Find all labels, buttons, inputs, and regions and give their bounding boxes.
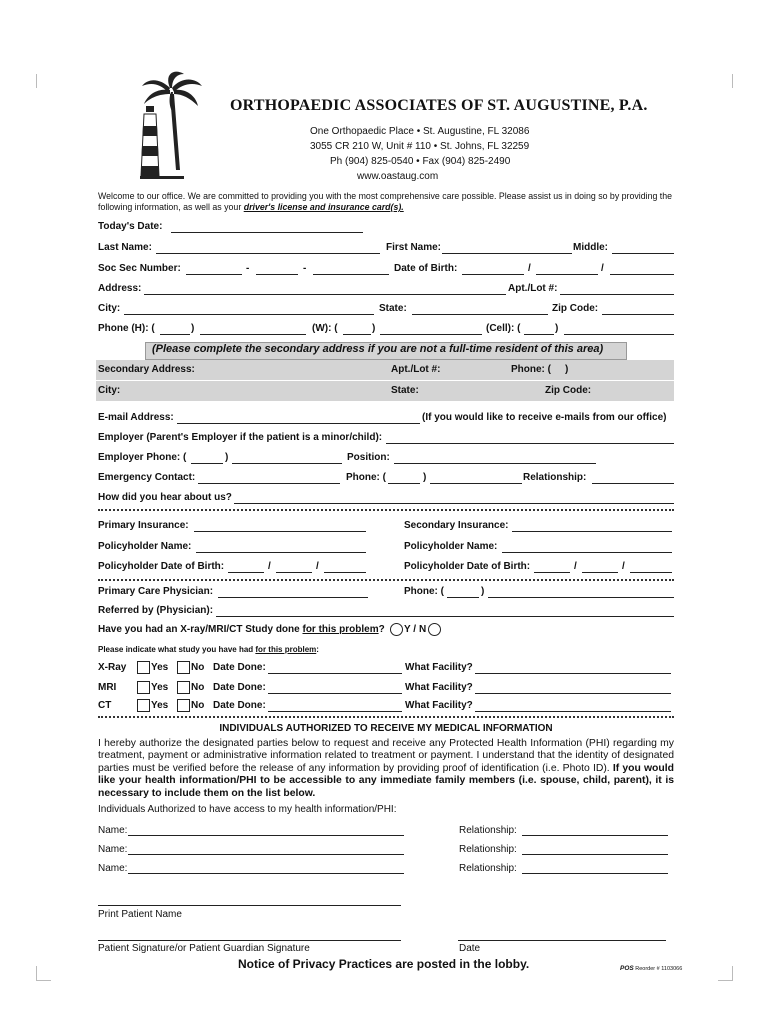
study-no-label: No bbox=[191, 662, 205, 673]
last-name-field[interactable] bbox=[156, 253, 380, 254]
study-date-field[interactable] bbox=[268, 693, 402, 694]
study-yes-checkbox[interactable] bbox=[137, 699, 150, 712]
secondary-phone-close: ) bbox=[565, 364, 569, 375]
study-yes-label: Yes bbox=[151, 682, 169, 693]
study-facility-label: What Facility? bbox=[405, 700, 473, 711]
intro-text bbox=[98, 191, 676, 213]
policyholder-dob-2-slash-1: / bbox=[574, 561, 577, 572]
no-radio-label: N bbox=[419, 624, 427, 635]
dob-label: Date of Birth: bbox=[394, 263, 458, 274]
hear-field[interactable] bbox=[234, 503, 674, 504]
dob-month-field[interactable] bbox=[462, 274, 524, 275]
secondary-note: (Please complete the secondary address if you are not a full-time resident of this area) bbox=[152, 343, 604, 355]
study-facility-label: What Facility? bbox=[405, 662, 473, 673]
authorization-text: I hereby authorize the designated parties below to request and receive any Protected Health Information (PHI) regarding my treatment, payment or administrative information related to treatment or payment. I understand that the identity of designated parties must be verified before the release of any information by providing proof of identification (i.e. Photo ID). bbox=[98, 738, 674, 774]
dob-slash-2: / bbox=[601, 263, 604, 274]
relationship-field[interactable] bbox=[592, 483, 674, 484]
study-no-label: No bbox=[191, 682, 205, 693]
section-divider-3 bbox=[98, 716, 674, 718]
hear-label: How did you hear about us? bbox=[98, 492, 232, 503]
policyholder-dob-year[interactable] bbox=[324, 572, 366, 573]
crop-mark-bottom-left bbox=[36, 966, 51, 981]
study-date-label: Date Done: bbox=[213, 682, 266, 693]
zip-label: Zip Code: bbox=[552, 303, 599, 314]
intro-body: Welcome to our office. We are committed to providing you with the most comprehensive care possible. Please assist us in doing so by providing the following information, as well as your bbox=[98, 191, 673, 212]
policyholder-dob-month[interactable] bbox=[228, 572, 264, 573]
section-divider-2 bbox=[98, 579, 674, 581]
study-no-checkbox[interactable] bbox=[177, 661, 190, 674]
policyholder-name-label: Policyholder Name: bbox=[98, 541, 192, 552]
authorized-name-field-3[interactable] bbox=[128, 873, 404, 874]
dob-year-field[interactable] bbox=[610, 274, 674, 275]
secondary-insurance-field[interactable] bbox=[512, 531, 672, 532]
secondary-apt-label: Apt./Lot #: bbox=[391, 364, 441, 375]
phone-w-label: (W): ( bbox=[312, 323, 338, 334]
policyholder-dob-slash-1: / bbox=[268, 561, 271, 572]
signature-field[interactable] bbox=[98, 940, 401, 941]
dob-day-field[interactable] bbox=[536, 274, 598, 275]
study-yes-checkbox[interactable] bbox=[137, 681, 150, 694]
pcp-phone-label: Phone: ( bbox=[404, 586, 444, 597]
study-no-checkbox[interactable] bbox=[177, 699, 190, 712]
reorder-number bbox=[620, 965, 682, 972]
indicate-underlined: for this problem bbox=[255, 645, 317, 654]
state-field[interactable] bbox=[412, 314, 548, 315]
ssn-field-1[interactable] bbox=[186, 274, 242, 275]
section-divider-1 bbox=[98, 509, 674, 511]
phone-w-number-field[interactable] bbox=[380, 334, 482, 335]
authorized-name-label-3: Name: bbox=[98, 863, 128, 874]
middle-field[interactable] bbox=[612, 253, 674, 254]
last-name-label: Last Name: bbox=[98, 242, 152, 253]
authorized-relationship-field-1[interactable] bbox=[522, 835, 668, 836]
policyholder-dob-2-month[interactable] bbox=[534, 572, 570, 573]
authorization-bold-text: If you would like your health information/PHI to be accessible to any immediate family members (i.e. spouse, child, parent), it is necessary to include them on the list below. bbox=[98, 762, 674, 799]
date-label: Date bbox=[459, 943, 481, 954]
address-label: Address: bbox=[98, 283, 142, 294]
xray-question bbox=[98, 624, 385, 635]
ssn-field-3[interactable] bbox=[313, 274, 389, 275]
study-yes-label: Yes bbox=[151, 700, 169, 711]
phone-cell-close-paren: ) bbox=[555, 323, 559, 334]
policyholder-dob-2-slash-2: / bbox=[622, 561, 625, 572]
study-facility-field[interactable] bbox=[475, 693, 671, 694]
policyholder-name-2-field[interactable] bbox=[502, 552, 672, 553]
study-date-field[interactable] bbox=[268, 711, 402, 712]
position-label: Position: bbox=[347, 452, 390, 463]
authorized-name-field-2[interactable] bbox=[128, 854, 404, 855]
address-line-2: 3055 CR 210 W, Unit # 110 • St. Johns, FL 32259 bbox=[310, 141, 530, 152]
ssn-field-2[interactable] bbox=[256, 274, 298, 275]
state-label: State: bbox=[379, 303, 407, 314]
employer-label: Employer (Parent's Employer if the patient is a minor/child): bbox=[98, 432, 383, 443]
secondary-state-label: State: bbox=[391, 385, 419, 396]
phone-h-close-paren: ) bbox=[191, 323, 195, 334]
study-date-field[interactable] bbox=[268, 673, 402, 674]
signature-label: Patient Signature/or Patient Guardian Signature bbox=[98, 943, 310, 954]
authorized-relationship-label-2: Relationship: bbox=[459, 844, 517, 855]
referred-field[interactable] bbox=[216, 616, 674, 617]
policyholder-name-2-label: Policyholder Name: bbox=[404, 541, 498, 552]
privacy-notice: Notice of Privacy Practices are posted in the lobby. bbox=[238, 957, 530, 971]
secondary-insurance-label: Secondary Insurance: bbox=[404, 520, 509, 531]
secondary-phone-label: Phone: ( bbox=[511, 364, 551, 375]
emergency-label: Emergency Contact: bbox=[98, 472, 196, 483]
phone-cell-number-field[interactable] bbox=[564, 334, 674, 335]
address-line-1: One Orthopaedic Place • St. Augustine, FL 32086 bbox=[310, 126, 530, 137]
phone-w-close-paren: ) bbox=[372, 323, 376, 334]
study-date-label: Date Done: bbox=[213, 662, 266, 673]
xray-question-text: Have you had an X-ray/MRI/CT Study done bbox=[98, 624, 303, 635]
employer-phone-label: Employer Phone: ( bbox=[98, 452, 187, 463]
emergency-phone-number-field[interactable] bbox=[430, 483, 522, 484]
intro-emphasis: driver's license and insurance card(s). bbox=[243, 202, 404, 212]
policyholder-dob-2-year[interactable] bbox=[630, 572, 672, 573]
phone-cell-area-field[interactable] bbox=[524, 334, 554, 335]
study-name: X-Ray bbox=[98, 662, 127, 673]
palm-lighthouse-logo bbox=[140, 70, 204, 186]
study-facility-field[interactable] bbox=[475, 711, 671, 712]
phone-cell-label: (Cell): ( bbox=[486, 323, 521, 334]
study-facility-field[interactable] bbox=[475, 673, 671, 674]
study-name: MRI bbox=[98, 682, 117, 693]
policyholder-dob-day[interactable] bbox=[276, 572, 312, 573]
employer-phone-area-field[interactable] bbox=[191, 463, 223, 464]
first-name-label: First Name: bbox=[386, 242, 442, 253]
emergency-phone-area-field[interactable] bbox=[388, 483, 420, 484]
email-note: (If you would like to receive e-mails from our office) bbox=[422, 412, 667, 423]
policyholder-dob-2-day[interactable] bbox=[582, 572, 618, 573]
emergency-phone-label: Phone: ( bbox=[346, 472, 386, 483]
address-field[interactable] bbox=[144, 294, 506, 295]
study-date-label: Date Done: bbox=[213, 700, 266, 711]
authorized-relationship-field-2[interactable] bbox=[522, 854, 668, 855]
employer-phone-close: ) bbox=[225, 452, 229, 463]
todays-date-field[interactable] bbox=[171, 232, 363, 233]
authorized-relationship-label-1: Relationship: bbox=[459, 825, 517, 836]
study-no-checkbox[interactable] bbox=[177, 681, 190, 694]
employer-field[interactable] bbox=[386, 443, 674, 444]
authorized-relationship-field-3[interactable] bbox=[522, 873, 668, 874]
phone-h-number-field[interactable] bbox=[200, 334, 306, 335]
crop-mark-top-left bbox=[36, 74, 51, 88]
phone-w-area-field[interactable] bbox=[343, 334, 371, 335]
pcp-phone-area-field[interactable] bbox=[447, 597, 479, 598]
pcp-field[interactable] bbox=[218, 597, 368, 598]
crop-mark-bottom-right bbox=[718, 966, 733, 981]
secondary-zip-label: Zip Code: bbox=[545, 385, 592, 396]
zip-field[interactable] bbox=[602, 314, 674, 315]
ssn-dash-1: - bbox=[246, 263, 250, 274]
phone-h-label: Phone (H): ( bbox=[98, 323, 155, 334]
study-yes-label: Yes bbox=[151, 662, 169, 673]
email-field[interactable] bbox=[177, 423, 420, 424]
authorization-heading: INDIVIDUALS AUTHORIZED TO RECEIVE MY MEDICAL INFORMATION bbox=[219, 723, 553, 734]
primary-insurance-label: Primary Insurance: bbox=[98, 520, 189, 531]
policyholder-dob-2-label: Policyholder Date of Birth: bbox=[404, 561, 531, 572]
apt-lot-field[interactable] bbox=[560, 294, 674, 295]
authorized-name-label-2: Name: bbox=[98, 844, 128, 855]
website: www.oastaug.com bbox=[357, 171, 439, 182]
authorization-paragraph bbox=[98, 738, 674, 800]
study-yes-checkbox[interactable] bbox=[137, 661, 150, 674]
xray-question-end: ? bbox=[378, 624, 385, 635]
indicate-instruction bbox=[98, 645, 319, 654]
authorized-name-label-1: Name: bbox=[98, 825, 128, 836]
city-field[interactable] bbox=[124, 314, 374, 315]
print-name-label: Print Patient Name bbox=[98, 909, 182, 920]
dob-slash-1: / bbox=[528, 263, 531, 274]
crop-mark-top-right bbox=[732, 74, 747, 88]
email-label: E-mail Address: bbox=[98, 412, 174, 423]
secondary-address-label: Secondary Address: bbox=[98, 364, 195, 375]
authorized-individuals-intro: Individuals Authorized to have access to my health information/PHI: bbox=[98, 804, 397, 815]
ssn-label: Soc Sec Number: bbox=[98, 263, 181, 274]
pcp-phone-number-field[interactable] bbox=[488, 597, 674, 598]
policyholder-dob-label: Policyholder Date of Birth: bbox=[98, 561, 225, 572]
study-name: CT bbox=[98, 700, 112, 711]
emergency-field[interactable] bbox=[198, 483, 340, 484]
policyholder-dob-slash-2: / bbox=[316, 561, 319, 572]
no-radio[interactable] bbox=[428, 623, 441, 636]
first-name-field[interactable] bbox=[442, 253, 572, 254]
indicate-end: : bbox=[316, 645, 319, 654]
authorized-name-field-1[interactable] bbox=[128, 835, 404, 836]
primary-insurance-field[interactable] bbox=[194, 531, 366, 532]
phone-h-area-field[interactable] bbox=[160, 334, 190, 335]
position-field[interactable] bbox=[394, 463, 596, 464]
secondary-city-label: City: bbox=[98, 385, 121, 396]
ssn-dash-2: - bbox=[303, 263, 307, 274]
referred-label: Referred by (Physician): bbox=[98, 605, 214, 616]
reorder-text: Reorder # 1103066 bbox=[635, 966, 683, 972]
indicate-text: Please indicate what study you have had bbox=[98, 645, 256, 654]
date-field[interactable] bbox=[458, 940, 666, 941]
apt-lot-label: Apt./Lot #: bbox=[508, 283, 558, 294]
employer-phone-number-field[interactable] bbox=[232, 463, 342, 464]
study-facility-label: What Facility? bbox=[405, 682, 473, 693]
print-name-field[interactable] bbox=[98, 905, 401, 906]
practice-name: ORTHOPAEDIC ASSOCIATES OF ST. AUGUSTINE, P.A. bbox=[230, 97, 648, 114]
xray-question-underlined: for this problem bbox=[302, 624, 379, 635]
yes-radio-label: Y / bbox=[404, 624, 417, 635]
yes-radio[interactable] bbox=[390, 623, 403, 636]
relationship-label: Relationship: bbox=[523, 472, 587, 483]
emergency-phone-close: ) bbox=[423, 472, 427, 483]
authorized-relationship-label-3: Relationship: bbox=[459, 863, 517, 874]
pcp-phone-close: ) bbox=[481, 586, 485, 597]
phone-fax: Ph (904) 825-0540 • Fax (904) 825-2490 bbox=[330, 156, 511, 167]
todays-date-label: Today's Date: bbox=[98, 221, 163, 232]
pos-mark: POS bbox=[620, 965, 634, 972]
study-no-label: No bbox=[191, 700, 205, 711]
pcp-label: Primary Care Physician: bbox=[98, 586, 214, 597]
middle-label: Middle: bbox=[573, 242, 608, 253]
city-label: City: bbox=[98, 303, 121, 314]
policyholder-name-field[interactable] bbox=[196, 552, 366, 553]
